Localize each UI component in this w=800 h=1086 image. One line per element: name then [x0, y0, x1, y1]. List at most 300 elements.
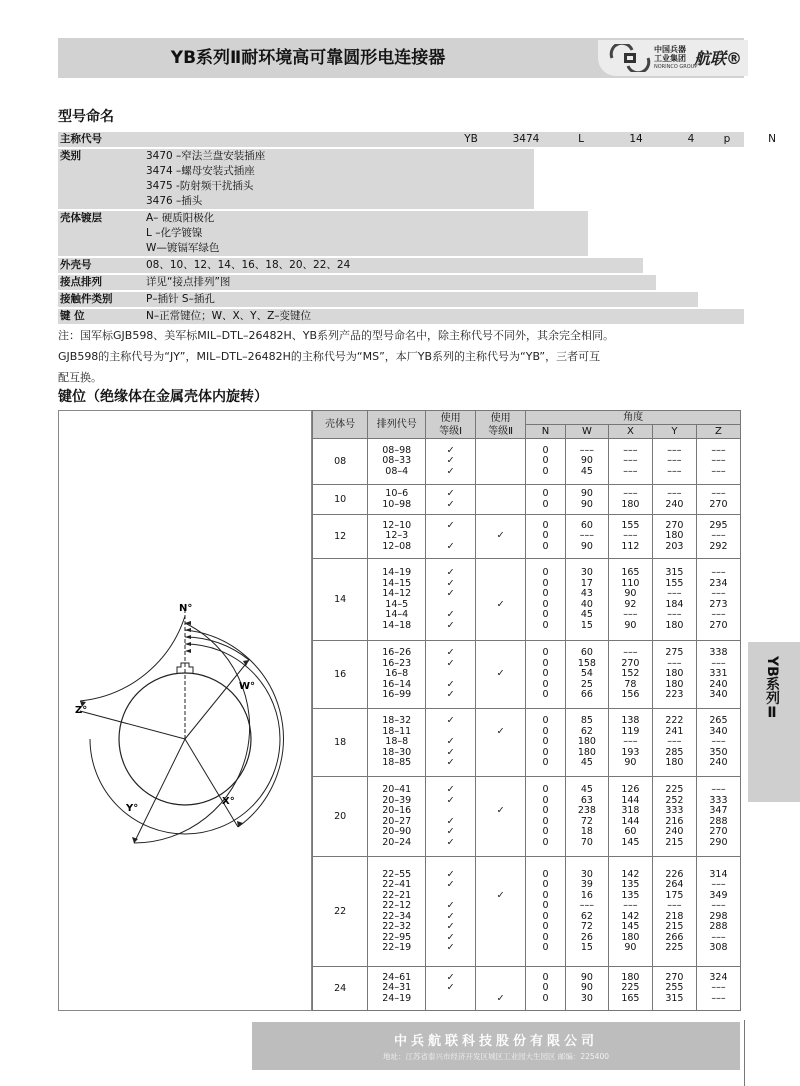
cell-z	[696, 857, 740, 967]
cell-value: 0	[542, 455, 549, 467]
naming-label: 接点排列	[60, 276, 102, 288]
cell-value: 347	[709, 805, 728, 816]
cell-value: 144	[621, 794, 640, 806]
cell-value: 78	[624, 678, 637, 690]
cell-class1	[426, 485, 476, 515]
cell-value: –––	[711, 444, 726, 456]
cell-value: 30	[580, 868, 593, 880]
cell-class2	[476, 641, 526, 709]
cell-value: 0	[542, 588, 549, 599]
cell-value: 45	[580, 609, 593, 620]
cell-value: 0	[542, 519, 549, 531]
cell-value: 0	[542, 982, 549, 994]
cell-class2	[476, 857, 526, 967]
cell-value: 255	[665, 982, 684, 994]
cell-value: 135	[621, 879, 640, 890]
cell-value: 333	[665, 805, 684, 816]
cell-value: –––	[711, 588, 726, 599]
cell-value: 25	[580, 678, 593, 690]
cell-value: 60	[580, 519, 593, 531]
cell-value: 24–31	[382, 982, 412, 994]
check-mark-icon	[476, 922, 525, 933]
check-mark-icon	[476, 838, 525, 849]
cell-value: 22–34	[382, 910, 412, 922]
cell-value: 0	[542, 530, 549, 542]
cell-value: –––	[711, 784, 726, 795]
cell-shell: 16	[313, 641, 368, 709]
cell-value: 0	[542, 805, 549, 816]
cell-value: 22–41	[382, 879, 412, 890]
check-mark-icon: ✓	[446, 488, 455, 499]
cell-n	[526, 439, 566, 485]
cell-y	[652, 485, 696, 515]
check-mark-icon: ✓	[446, 657, 455, 669]
code-contact: p	[723, 133, 731, 145]
cell-value: 240	[709, 678, 728, 690]
cell-w	[565, 439, 608, 485]
cell-value: 234	[709, 577, 728, 589]
cell-value: 62	[580, 910, 593, 922]
cell-value: –––	[623, 455, 638, 467]
cell-value: 14–12	[382, 588, 412, 599]
cell-value: 158	[577, 657, 596, 669]
cell-value: 0	[542, 971, 549, 983]
cell-value: 215	[665, 921, 684, 932]
check-mark-icon: ✓	[446, 971, 455, 983]
check-mark-icon: ✓	[446, 619, 455, 631]
cell-value: 175	[665, 889, 684, 901]
naming-value: 3476 –插头	[146, 195, 203, 207]
label-x: X°	[222, 796, 235, 807]
cell-n	[526, 777, 566, 857]
footer-divider	[744, 1020, 745, 1086]
logo-brand: 航联®	[694, 49, 743, 68]
cell-value: 270	[709, 619, 728, 631]
th-z: Z	[696, 425, 740, 439]
naming-values	[146, 149, 265, 209]
cell-class2	[476, 559, 526, 641]
check-mark-icon	[476, 467, 525, 478]
naming-row-main	[58, 132, 776, 147]
check-mark-icon: ✓	[446, 715, 455, 727]
cell-value: 314	[709, 868, 728, 880]
cell-value: 155	[665, 577, 684, 589]
page-footer	[252, 1022, 740, 1070]
th-angle: 角度	[526, 411, 741, 425]
check-mark-icon: ✓	[446, 784, 455, 795]
table-row	[313, 857, 741, 967]
cell-value: –––	[711, 530, 726, 542]
note-line: 配互换。	[58, 371, 102, 384]
code-key: N	[768, 133, 776, 145]
naming-value: 3470 –窄法兰盘安装插座	[146, 150, 266, 162]
cell-value: 0	[542, 900, 549, 911]
company-logo	[598, 40, 748, 76]
cell-class2	[476, 777, 526, 857]
cell-class2	[476, 485, 526, 515]
check-mark-icon: ✓	[446, 678, 455, 690]
cell-shell: 22	[313, 857, 368, 967]
cell-value: 20–90	[382, 826, 412, 837]
cell-value: –––	[711, 931, 726, 943]
cell-value: 17	[580, 577, 593, 589]
check-mark-icon: ✓	[496, 889, 505, 901]
cell-w	[565, 967, 608, 1011]
table-row	[313, 485, 741, 515]
cell-value: 318	[621, 805, 640, 816]
cell-value: 22–32	[382, 921, 412, 932]
check-mark-icon: ✓	[446, 465, 455, 477]
cell-value: 225	[665, 942, 684, 953]
cell-value: 90	[580, 540, 593, 552]
cell-value: 16–26	[382, 647, 412, 659]
naming-note	[58, 325, 748, 388]
cell-x	[608, 967, 652, 1011]
cell-value: –––	[711, 900, 726, 911]
naming-label: 主称代号	[60, 133, 102, 145]
check-mark-icon	[476, 690, 525, 701]
check-mark-icon	[476, 621, 525, 632]
naming-row-arrangement	[58, 275, 744, 290]
cell-value: –––	[711, 879, 726, 890]
check-mark-icon	[476, 901, 525, 912]
cell-value: 142	[621, 910, 640, 922]
check-mark-icon: ✓	[446, 689, 455, 701]
keying-diagram-svg	[59, 411, 311, 1010]
cell-value: 90	[624, 942, 637, 953]
cell-value: 275	[665, 647, 684, 659]
cell-x	[608, 485, 652, 515]
cell-value: 193	[621, 746, 640, 758]
cell-shell: 10	[313, 485, 368, 515]
cell-value: 0	[542, 992, 549, 1004]
naming-label: 外壳号	[60, 259, 92, 271]
cell-value: 16–8	[385, 668, 409, 680]
cell-value: 0	[542, 488, 549, 499]
table-row	[313, 967, 741, 1011]
cell-y	[652, 515, 696, 559]
cell-value: 270	[709, 826, 728, 837]
cell-value: 20–39	[382, 794, 412, 806]
table-row	[313, 641, 741, 709]
check-mark-icon: ✓	[446, 588, 455, 599]
cell-value: 0	[542, 609, 549, 620]
cell-value: 180	[665, 757, 684, 769]
table-row	[313, 777, 741, 857]
cell-value: 315	[665, 992, 684, 1004]
cell-shell: 14	[313, 559, 368, 641]
check-mark-icon: ✓	[446, 647, 455, 659]
cell-value: –––	[711, 657, 726, 669]
cell-value: –––	[623, 444, 638, 456]
naming-row-shell	[58, 258, 744, 273]
cell-n	[526, 857, 566, 967]
check-mark-icon: ✓	[496, 530, 505, 542]
cell-value: 20–41	[382, 784, 412, 795]
cell-value: 331	[709, 668, 728, 680]
cell-value: 0	[542, 689, 549, 701]
cell-class1	[426, 641, 476, 709]
cell-value: 0	[542, 498, 549, 510]
cell-value: 0	[542, 577, 549, 589]
cell-arrangement	[368, 967, 426, 1011]
footer-company: 中兵航联科技股份有限公司	[393, 1034, 598, 1049]
logo-text-line1: 中国兵器	[654, 45, 686, 54]
cell-x	[608, 777, 652, 857]
cell-value: 180	[665, 678, 684, 690]
cell-class2	[476, 709, 526, 777]
cell-x	[608, 559, 652, 641]
table-row	[313, 559, 741, 641]
label-y: Y°	[126, 803, 139, 814]
cell-shell: 20	[313, 777, 368, 857]
cell-value: 22–55	[382, 868, 412, 880]
check-mark-icon: ✓	[446, 931, 455, 943]
cell-value: 156	[621, 689, 640, 701]
cell-value: 288	[709, 921, 728, 932]
cell-value: –––	[667, 488, 682, 499]
cell-n	[526, 485, 566, 515]
cell-value: 0	[542, 879, 549, 890]
cell-value: –––	[667, 444, 682, 456]
cell-z	[696, 967, 740, 1011]
code-plating: L	[578, 133, 584, 145]
cell-value: 16	[580, 889, 593, 901]
check-mark-icon: ✓	[446, 921, 455, 932]
cell-y	[652, 967, 696, 1011]
cell-value: 92	[624, 598, 637, 610]
cell-value: 180	[621, 931, 640, 943]
cell-n	[526, 967, 566, 1011]
cell-value: 90	[580, 982, 593, 994]
table-row	[313, 439, 741, 485]
cell-value: 0	[542, 746, 549, 758]
cell-value: –––	[711, 982, 726, 994]
cell-value: –––	[711, 609, 726, 620]
cell-value: 54	[580, 668, 593, 680]
cell-value: 0	[542, 910, 549, 922]
cell-value: 0	[542, 921, 549, 932]
cell-value: 40	[580, 598, 593, 610]
cell-value: 30	[580, 992, 593, 1004]
cell-value: 45	[580, 757, 593, 769]
cell-value: 14–19	[382, 567, 412, 578]
cell-arrangement	[368, 485, 426, 515]
check-mark-icon: ✓	[446, 498, 455, 510]
cell-value: 0	[542, 757, 549, 769]
cell-y	[652, 559, 696, 641]
cell-value: –––	[667, 657, 682, 669]
check-mark-icon: ✓	[446, 444, 455, 456]
cell-w	[565, 559, 608, 641]
check-mark-icon: ✓	[446, 609, 455, 620]
naming-value: 3475 -防射频干扰插头	[146, 180, 254, 192]
cell-value: 0	[542, 715, 549, 727]
cell-value: 90	[580, 455, 593, 467]
cell-value: 0	[542, 668, 549, 680]
naming-value: L –化学镀镍	[146, 227, 203, 239]
check-mark-icon: ✓	[446, 826, 455, 837]
cell-value: 340	[709, 689, 728, 701]
cell-class2	[476, 515, 526, 559]
cell-value: 0	[542, 465, 549, 477]
cell-z	[696, 515, 740, 559]
cell-class1	[426, 967, 476, 1011]
check-mark-icon	[476, 758, 525, 769]
cell-value: 144	[621, 815, 640, 827]
series-side-tab-label: YB系列Ⅱ	[764, 656, 780, 721]
cell-w	[565, 777, 608, 857]
cell-value: –––	[667, 609, 682, 620]
cell-value: –––	[579, 444, 595, 456]
series-side-tab	[748, 642, 800, 802]
cell-value: 0	[542, 794, 549, 806]
cell-class1	[426, 515, 476, 559]
cell-n	[526, 515, 566, 559]
cell-y	[652, 777, 696, 857]
cell-arrangement	[368, 857, 426, 967]
naming-value: 08、10、12、14、16、18、20、22、24	[146, 259, 351, 271]
cell-value: 112	[621, 540, 640, 552]
naming-row-key	[58, 309, 744, 324]
cell-value: 30	[580, 567, 593, 578]
cell-value: 0	[542, 736, 549, 748]
naming-label: 类别	[60, 150, 81, 162]
cell-value: 15	[580, 942, 593, 953]
cell-value: 90	[624, 619, 637, 631]
cell-class1	[426, 777, 476, 857]
th-class1: 使用 等级Ⅰ	[426, 411, 476, 439]
cell-w	[565, 857, 608, 967]
code-prefix: YB	[464, 133, 478, 145]
cell-value: 0	[542, 619, 549, 631]
cell-value: 180	[621, 498, 640, 510]
code-arrangement: 4	[687, 133, 695, 145]
code-shell: 14	[629, 133, 643, 145]
check-mark-icon: ✓	[446, 815, 455, 827]
cell-value: –––	[711, 736, 726, 748]
cell-shell: 12	[313, 515, 368, 559]
check-mark-icon: ✓	[446, 540, 455, 552]
cell-value: 180	[665, 668, 684, 680]
cell-value: 22–21	[382, 889, 412, 901]
table-row	[313, 515, 741, 559]
cell-y	[652, 857, 696, 967]
cell-value: 14–5	[385, 598, 409, 610]
cell-value: 270	[621, 657, 640, 669]
cell-value: 0	[542, 657, 549, 669]
cell-value: 135	[621, 889, 640, 901]
cell-z	[696, 439, 740, 485]
cell-x	[608, 439, 652, 485]
cell-value: 225	[621, 982, 640, 994]
cell-value: 0	[542, 815, 549, 827]
check-mark-icon: ✓	[446, 836, 455, 848]
cell-w	[565, 485, 608, 515]
naming-value: A– 硬质阳极化	[146, 212, 215, 224]
check-mark-icon	[476, 880, 525, 891]
cell-n	[526, 559, 566, 641]
cell-y	[652, 439, 696, 485]
naming-label: 壳体镀层	[60, 212, 102, 224]
cell-value: 20–16	[382, 805, 412, 816]
cell-value: 0	[542, 836, 549, 848]
cell-value: –––	[667, 588, 682, 599]
cell-z	[696, 777, 740, 857]
cell-value: 218	[665, 910, 684, 922]
cell-value: –––	[711, 465, 726, 477]
cell-value: 264	[665, 879, 684, 890]
cell-value: –––	[623, 609, 638, 620]
check-mark-icon	[476, 943, 525, 954]
cell-value: 290	[709, 836, 728, 848]
cell-value: 12–08	[382, 540, 412, 552]
cell-arrangement	[368, 439, 426, 485]
cell-value: –––	[623, 488, 638, 499]
page-header	[58, 38, 744, 78]
cell-value: 216	[665, 815, 684, 827]
cell-value: 18–11	[382, 725, 412, 737]
naming-value: 详见“接点排列”图	[146, 276, 231, 288]
cell-value: 110	[621, 577, 640, 589]
cell-value: 18–8	[385, 736, 409, 748]
check-mark-icon	[476, 589, 525, 600]
cell-class1	[426, 709, 476, 777]
cell-value: 308	[709, 942, 728, 953]
cell-value: –––	[623, 736, 638, 748]
cell-value: 24–61	[382, 971, 412, 983]
cell-value: 0	[542, 889, 549, 901]
cell-value: 338	[709, 647, 728, 659]
cell-value: 240	[709, 757, 728, 769]
cell-n	[526, 709, 566, 777]
table-row	[313, 709, 741, 777]
naming-label: 键 位	[60, 310, 85, 322]
cell-value: 14–18	[382, 619, 412, 631]
cell-value: 63	[580, 794, 593, 806]
cell-value: 0	[542, 540, 549, 552]
th-n: N	[526, 425, 566, 439]
footer-address: 地址：江苏省泰兴市经济开发区城区工业园大生园区 邮编：225400	[382, 1052, 609, 1061]
cell-value: 119	[621, 725, 640, 737]
cell-value: 292	[709, 540, 728, 552]
cell-value: 72	[580, 921, 593, 932]
cell-value: 85	[580, 715, 593, 727]
cell-value: 240	[665, 498, 684, 510]
cell-shell: 24	[313, 967, 368, 1011]
cell-value: –––	[667, 900, 682, 911]
cell-value: 18–85	[382, 757, 412, 769]
cell-value: 26	[580, 931, 593, 943]
th-arrangement: 排列代号	[368, 411, 426, 439]
cell-value: 240	[665, 826, 684, 837]
cell-value: –––	[579, 900, 595, 911]
cell-value: 0	[542, 942, 549, 953]
check-mark-icon: ✓	[446, 567, 455, 578]
cell-value: 270	[665, 971, 684, 983]
cell-value: 285	[665, 746, 684, 758]
check-mark-icon	[476, 542, 525, 553]
cell-value: 45	[580, 784, 593, 795]
cell-value: 60	[580, 647, 593, 659]
check-mark-icon: ✓	[446, 982, 455, 994]
cell-value: 16–14	[382, 678, 412, 690]
naming-value: N–正常键位；W、X、Y、Z–变键位	[146, 310, 312, 322]
naming-value: P–插针 S–插孔	[146, 293, 215, 305]
naming-row-type	[58, 149, 744, 209]
check-mark-icon: ✓	[496, 725, 505, 737]
cell-value: 43	[580, 588, 593, 599]
